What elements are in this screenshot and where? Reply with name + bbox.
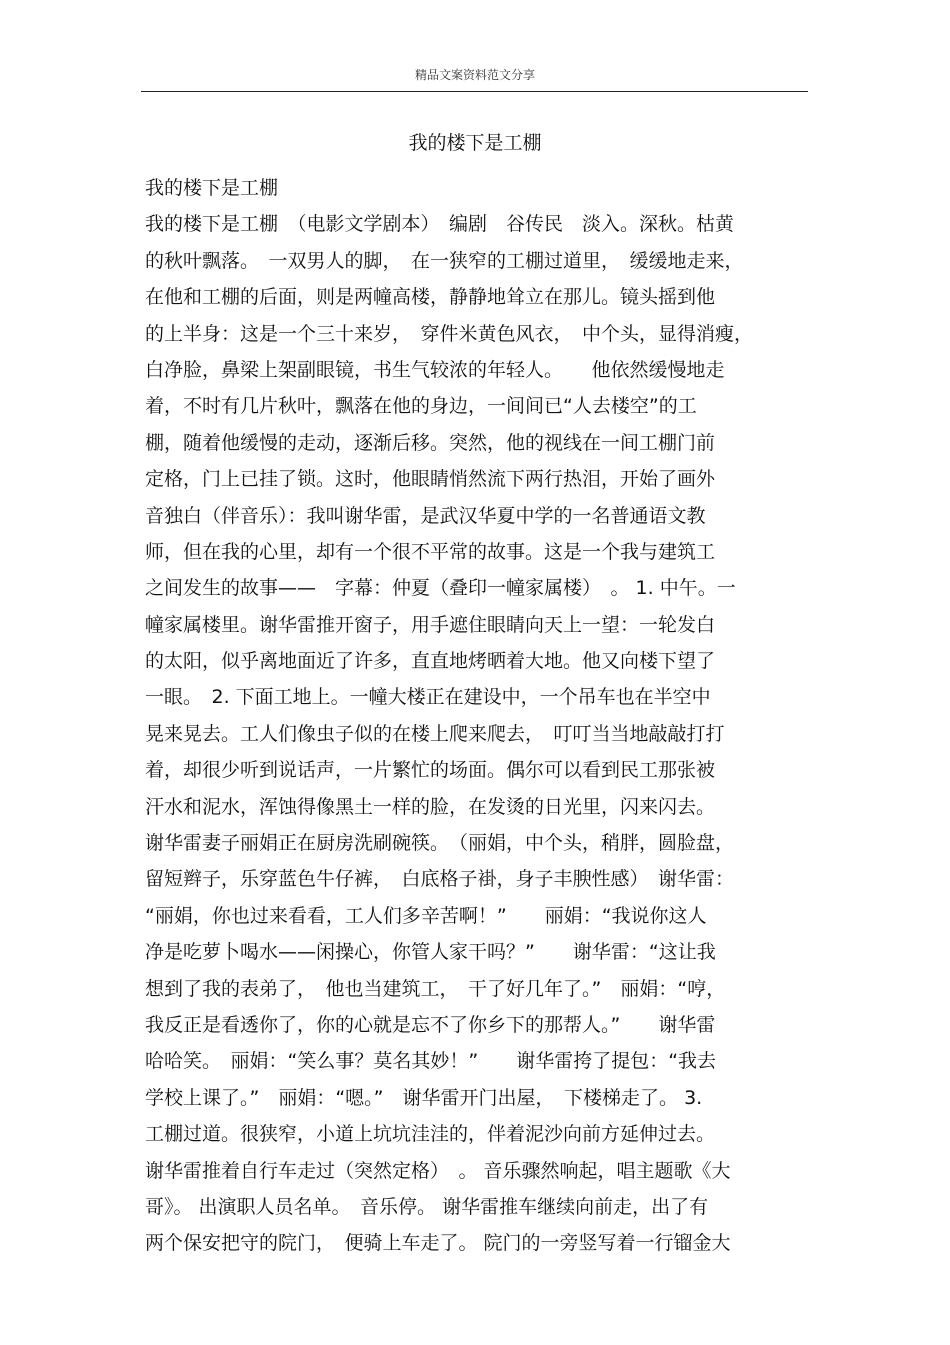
text-line: 谢华雷妻子丽娟正在厨房洗刷碗筷。 （丽娟，中个头，稍胖，圆脸盘， (145, 832, 735, 855)
text-line: 我反正是看透你了，你的心就是忘不了你乡下的那帮人。” 谢华雷 (145, 1013, 716, 1036)
text-line: 音独白（伴音乐）：我叫谢华雷，是武汉华夏中学的一名普通语文教 (145, 504, 706, 527)
text-line: 我的楼下是工棚 (145, 177, 279, 199)
text-line: 幢家属楼里。谢华雷推开窗子，用手遮住眼睛向天上一望：一轮发白 (145, 613, 716, 636)
text-line: 学校上课了。” 丽娟：“嗯。” 谢华雷开门出屋， 下楼梯走了。 3. (145, 1086, 703, 1109)
text-line: 我的楼下是工棚 （电影文学剧本） 编剧 谷传民 淡入。深秋。枯黄 (145, 213, 735, 236)
text-line: 工棚过道。很狭窄，小道上坑坑洼洼的，伴着泥沙向前方延伸过去。 (145, 1123, 716, 1146)
text-line: 定格，门上已挂了锁。这时，他眼睛悄然流下两行热泪，开始了画外 (145, 468, 716, 491)
text-line: 的秋叶飘落。 一双男人的脚， 在一狭窄的工棚过道里， 缓缓地走来， (145, 249, 744, 272)
text-line: 之间发生的故事—— 字幕：仲夏（叠印一幢家属楼） 。 1. 中午。一 (145, 577, 736, 600)
text-line: 一眼。 2. 下面工地上。一幢大楼正在建设中，一个吊车也在半空中 (145, 686, 711, 709)
text-line: 汗水和泥水，浑蚀得像黑土一样的脸，在发烫的日光里，闪来闪去。 (145, 795, 716, 818)
text-line: 两个保安把守的院门， 便骑上车走了。 院门的一旁竖写着一行镏金大 (145, 1232, 731, 1255)
header-rule (141, 91, 808, 92)
text-line: 在他和工棚的后面，则是两幢高楼，静静地耸立在那儿。镜头摇到他 (145, 286, 716, 309)
text-line: 的上半身：这是一个三十来岁， 穿件米黄色风衣， 中个头，显得消瘦， (145, 322, 754, 345)
text-line: 白净脸，鼻梁上架副眼镜，书生气较浓的年轻人。 他依然缓慢地走 (145, 358, 725, 381)
text-line: 谢华雷推着自行车走过（突然定格） 。 音乐骤然响起，唱主题歌《大 (145, 1159, 731, 1182)
text-line: 的太阳，似乎离地面近了许多，直直地烤晒着大地。他又向楼下望了 (145, 650, 716, 673)
text-line: 着，却很少听到说话声，一片繁忙的场面。偶尔可以看到民工那张被 (145, 759, 716, 782)
body-text (145, 170, 805, 1262)
text-line: 净是吃萝卜喝水——闲操心，你管人家干吗？” 谢华雷：“这让我 (145, 941, 716, 964)
text-line: 留短辫子，乐穿蓝色牛仔裤， 白底格子褂，身子丰腴性感） 谢华雷： (145, 868, 735, 891)
running-header: 精品文案资料范文分享 (414, 68, 535, 82)
text-line: “丽娟，你也过来看看，工人们多辛苦啊！” 丽娟：“我说你这人 (145, 904, 707, 927)
text-line: 哥》。 出演职人员名单。 音乐停。 谢华雷推车继续向前走，出了有 (145, 1195, 709, 1218)
text-line: 晃来晃去。工人们像虫子似的在楼上爬来爬去， 叮叮当当地敲敲打打 (145, 722, 725, 745)
text-line: 棚，随着他缓慢的走动，逐渐后移。突然，他的视线在一间工棚门前 (145, 431, 716, 454)
text-line: 师，但在我的心里，却有一个很不平常的故事。这是一个我与建筑工 (145, 540, 716, 563)
text-line: 着，不时有几片秋叶，飘落在他的身边，一间间已“人去楼空”的工 (145, 395, 697, 418)
document-title: 我的楼下是工棚 (408, 132, 542, 154)
text-line: 想到了我的表弟了， 他也当建筑工， 干了好几年了。” 丽娟：“哼， (145, 977, 726, 1000)
text-line: 哈哈笑。 丽娟：“笑么事？莫名其妙！” 谢华雷挎了提包：“我去 (145, 1050, 717, 1073)
